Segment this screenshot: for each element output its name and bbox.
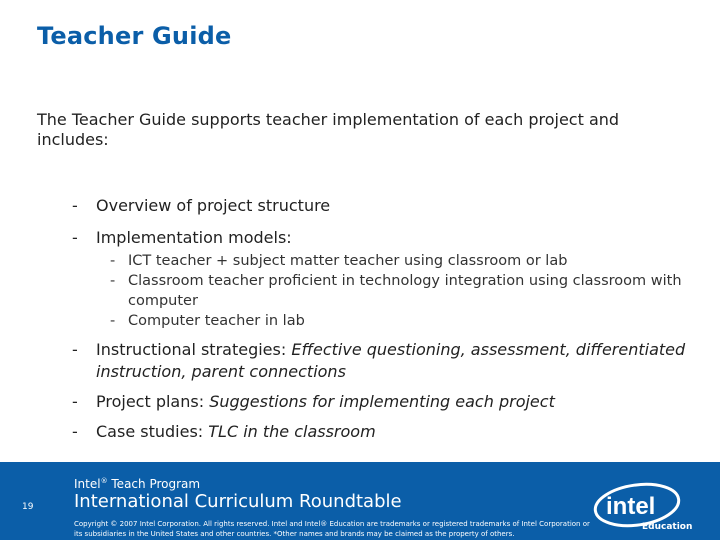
dash-marker: - [110, 253, 116, 269]
model-item-text: Computer teacher in lab [128, 313, 305, 329]
bullet-overview [72, 195, 692, 217]
bullet-plans [72, 391, 692, 413]
dash-marker: - [72, 422, 78, 441]
bullet-cases-text: TLC in the classroom [208, 422, 376, 441]
dash-marker: - [72, 228, 78, 247]
bullet-plans-label: Project plans: [96, 392, 210, 411]
model-item [104, 271, 692, 311]
bullet-cases-label: Case studies: [96, 422, 209, 441]
registered-mark: ® [100, 477, 108, 485]
dash-marker: - [72, 196, 78, 215]
bullet-implementation [72, 227, 692, 249]
bullet-cases [72, 421, 692, 443]
bullet-list [72, 195, 692, 443]
bullet-implementation-text: Implementation models: [96, 228, 292, 247]
bullet-strategies-text: Effective questioning, assessment, differentiated instruction, parent connections [96, 340, 686, 381]
copyright-notice: Copyright © 2007 Intel Corporation. All rights reserved. Intel and Intel® Education are trademarks or registered trademarks of Intel Corporation or its subsidiaries in the United States and other countries. *Other names and brands may be claimed as the property of others. [74, 520, 590, 538]
page-title: Teacher Guide [37, 22, 232, 50]
dash-marker: - [72, 340, 78, 359]
program-name-pre: Intel [74, 477, 101, 491]
logo-wordmark: intel [606, 493, 656, 520]
bullet-plans-text: Suggestions for implementing each project [209, 392, 555, 411]
program-name-post: Teach Program [107, 477, 201, 491]
intro-text: The Teacher Guide supports teacher implementation of each project and includes: [37, 110, 620, 149]
bullet-overview-text: Overview of project structure [96, 196, 331, 215]
dash-marker: - [110, 273, 116, 289]
dash-marker: - [110, 313, 116, 329]
page-number: 19 [22, 502, 34, 512]
program-name [74, 477, 200, 491]
logo-education-label: Education [642, 522, 693, 532]
model-item-text: ICT teacher + subject matter teacher using classroom or lab [128, 253, 568, 269]
model-item [104, 311, 692, 331]
bullet-strategies-label: Instructional strategies: [96, 340, 292, 359]
bullet-strategies [72, 339, 692, 383]
implementation-models-list [104, 251, 692, 331]
dash-marker: - [72, 392, 78, 411]
roundtable-title: International Curriculum Roundtable [74, 491, 402, 512]
model-item [104, 251, 692, 271]
model-item-text: Classroom teacher proficient in technology integration using classroom with computer [128, 273, 682, 309]
